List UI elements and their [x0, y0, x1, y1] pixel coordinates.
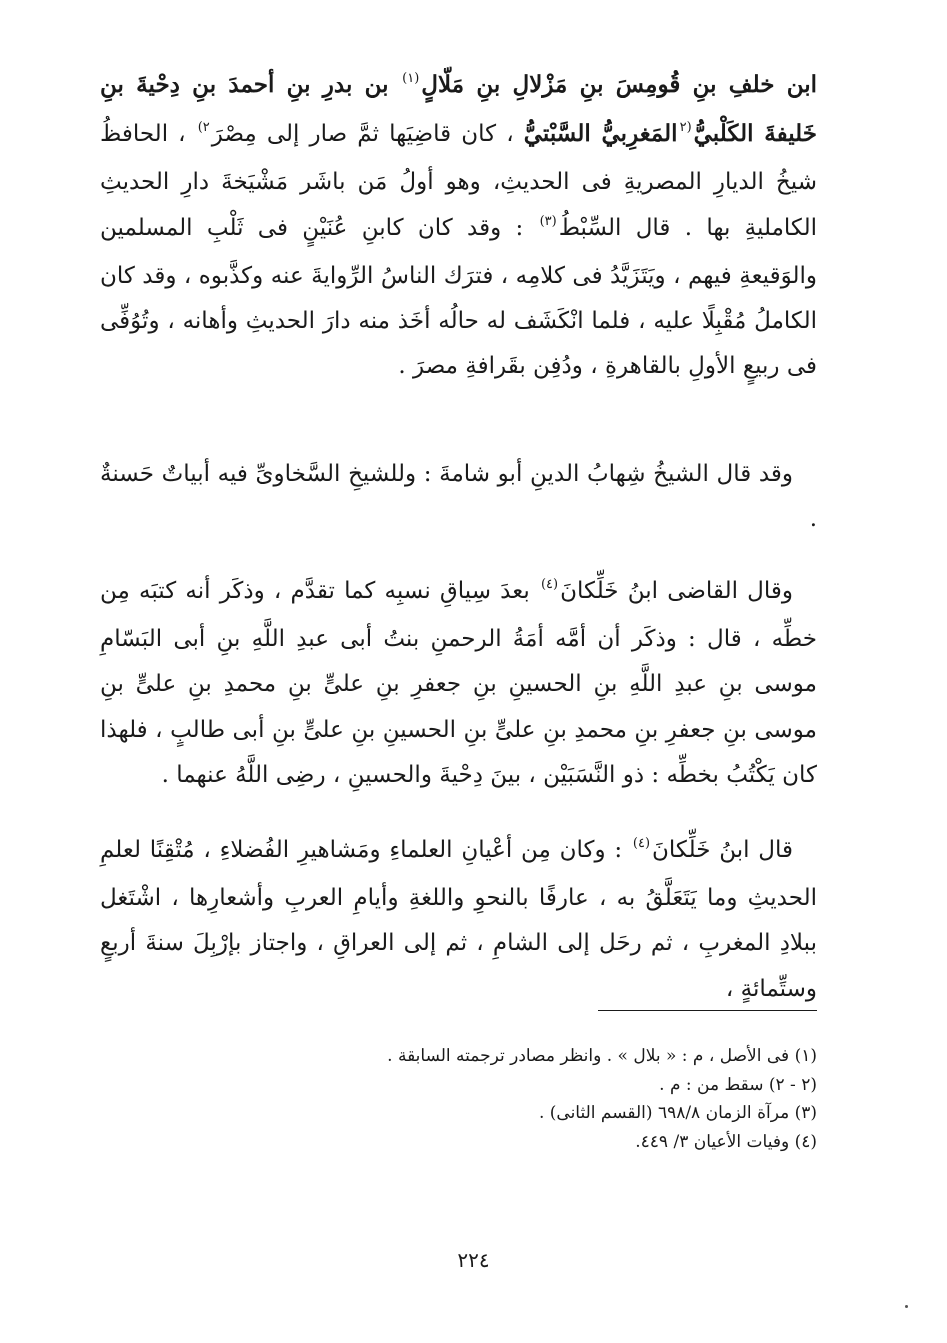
footnote-3: (٣) مرآة الزمان ٦٩٨/٨ (القسم الثانى) .	[538, 1103, 817, 1123]
page-number: ٢٢٤	[457, 1248, 490, 1272]
lineage-text-a: وقال القاضى ابنُ خَلِّكانَ	[560, 578, 793, 604]
footnote-marker-2-close: ٢)	[197, 120, 210, 136]
name-lineage-bold: ابن خلفِ بنِ قُومِسَ بنِ مَزْلالِ بنِ مَلّالٍ	[421, 71, 817, 98]
paragraph-ibn-khallikan-lineage	[100, 569, 817, 798]
biography-text-b: ، الحافظُ شيخُ الديارِ المصريةِ فى الحديثِ، وهو أولُ مَن باشَر مَشْيَخةَ دارِ الحديثِ الكامليةِ بها . قال السِّبْطُ	[100, 121, 817, 241]
footnote-marker-1: (١)	[402, 71, 420, 86]
footnote-marker-4: (٤)	[540, 577, 559, 592]
footnote-separator	[598, 1010, 817, 1011]
scholarship-text-a: قال ابنُ خَلِّكانَ	[652, 837, 793, 863]
paragraph-abu-shama: وقد قال الشيخُ شِهابُ الدينِ أبو شامةَ : وللشيخِ السَّخاوىِّ فيه أبياتٌ حَسنةٌ .	[100, 461, 817, 533]
footnote-2: (٢ - ٢) سقط من : م .	[659, 1074, 817, 1095]
footnotes	[217, 1042, 817, 1156]
footnote-4: (٤) وفيات الأعيان ٣/ ٤٤٩.	[635, 1131, 817, 1152]
lineage-text-b: بعدَ سِياقِ نسبِه كما تقدَّم ، وذكَر أنه كتبَه مِن خطِّه ، قال : وذكَر أن أمَّه أمَةُ الرحمنِ بنتُ أبى عبدِ اللَّهِ بنِ أبى البَسّامِ موسى بنِ عبدِ اللَّهِ بنِ الحسينِ بنِ جعفرِ بنِ علىٍّ بنِ محمدِ بنِ علىٍّ بنِ موسى بنِ جعفرِ بنِ محمدِ بنِ علىٍّ بنِ الحسينِ بنِ علىٍّ بنِ أبى طالبٍ ، فلهذا كان يَكْتُبُ بخطِّه : ذو النَّسَبَيْن ، بينَ دِحْيةَ والحسينِ ، رضِى اللَّهُ عنهما .	[100, 578, 817, 788]
biography-text-a: ، كان قاضِيَها ثمَّ صار إلى مِصْرَ	[211, 121, 514, 148]
paragraph-biography	[100, 62, 817, 389]
scholarship-text-b: : وكان مِن أعْيانِ العلماءِ ومَشاهيرِ الفُضلاءِ ، مُتْقِنًا لعلمِ الحديثِ وما يَتَعَلَّقُ به ، عارفًا بالنحوِ واللغةِ وأيامِ العربِ وأشعارِها ، اشْتَغل ببلادِ المغربِ ، ثم رحَل إلى الشامِ ، ثم إلى العراقِ ، واجتاز بإرْبِلَ سنةَ أربعٍ وستِّمائةٍ ،	[100, 837, 817, 1002]
footnote-marker-3: (٣)	[539, 213, 557, 229]
name-lineage-bold-2: بن بدرِ بنِ أحمدَ بنِ دِحْيةَ بنِ خَليفةَ الكَلْبيُّ	[100, 71, 818, 148]
biography-text-c: : وقد كان كابنِ عُنَيْنٍ فى ثَلْبِ المسلمين والوَقيعةِ فيهم ، ويَتَزَيَّدُ فى كلامِه ، فترَك الناسُ الرِّوايةَ عنه وكذَّبوه ، وقد كان الكاملُ مُقْبِلًا عليه ، فلما انْكَشَف له حالُه أخَذ منه دارَ الحديثِ وأهانه ، وتُوُفِّى فى ربيعٍ الأولِ بالقاهرةِ ، ودُفِن بقَرافةِ مصرَ .	[100, 214, 817, 380]
footnote-marker-2-open: (٢	[679, 120, 692, 136]
paragraph-ibn-khallikan-scholarship	[100, 828, 817, 1012]
scan-speck	[905, 1305, 908, 1308]
footnote-marker-4b: (٤)	[632, 836, 651, 851]
nisba-bold: المَغرِبيُّ السَّبْتيُّ	[523, 120, 678, 148]
footnote-1: (١) فى الأصل ، م : « بلال » . وانظر مصادر ترجمته السابقة .	[387, 1046, 817, 1066]
